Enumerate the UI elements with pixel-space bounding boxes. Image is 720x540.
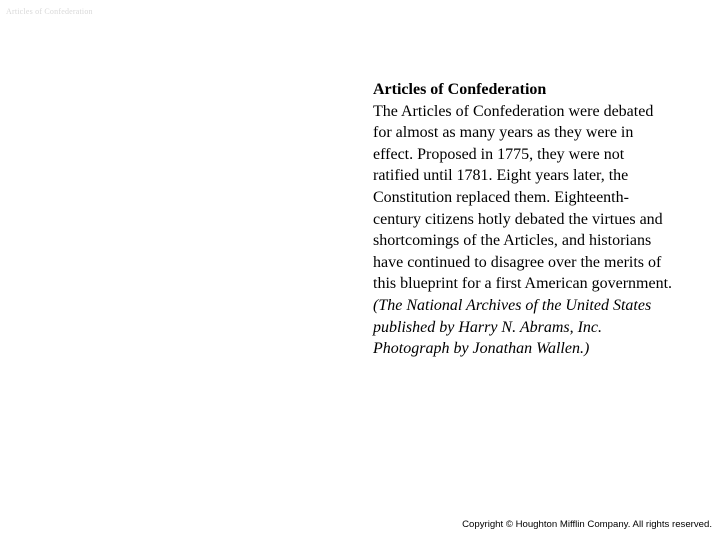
slide-title: Articles of Confederation bbox=[373, 81, 547, 98]
photo-credit: (The National Archives of the United States published by Harry N. Abrams, Inc. Photograph by Jonathan Wallen.) bbox=[373, 296, 652, 358]
slide-header-label: Articles of Confederation bbox=[6, 7, 93, 16]
body-text: The Articles of Confederation were debated for almost as many years as they were in effect. Proposed in 1775, they were not ratified until 1781. Eight years later, the Constitution replaced them. Eighteenth-century citizens hotly debated the virtues and shortcomings of the Articles, and historians have continued to disagree over the merits of this blueprint for a first American government. bbox=[373, 102, 673, 293]
text-block bbox=[373, 79, 673, 360]
copyright-notice: Copyright © Houghton Mifflin Company. All rights reserved. bbox=[462, 519, 712, 530]
